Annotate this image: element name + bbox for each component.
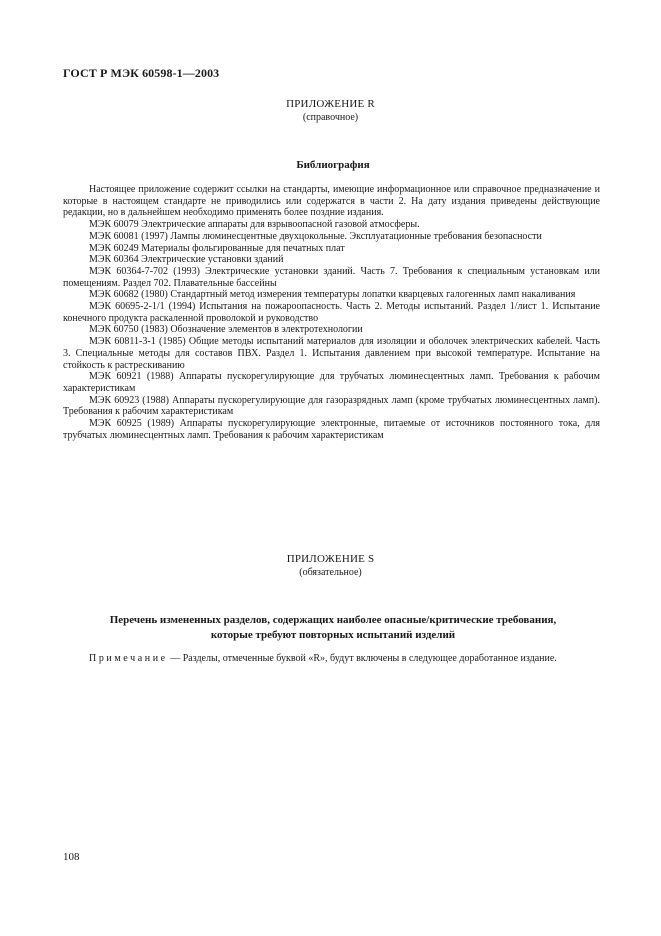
note-paragraph	[63, 653, 600, 665]
note-label: Примечание	[89, 653, 168, 664]
bibliography-entry: МЭК 60364 Электрические установки зданий	[89, 254, 284, 266]
document-code-header: ГОСТ Р МЭК 60598-1—2003	[63, 66, 220, 80]
bibliography-entry: МЭК 60923 (1988) Аппараты пускорегулирующие для газоразрядных ламп (кроме трубчатых люминесцентных ламп). Требования к рабочим характеристикам	[63, 394, 600, 418]
note-text: — Разделы, отмеченные буквой «R», будут включены в следующее доработанное издание.	[167, 653, 557, 664]
changed-sections-title-line2: которые требуют повторных испытаний изделий	[210, 629, 456, 641]
bibliography-entry: МЭК 60921 (1988) Аппараты пускорегулирующие для трубчатых люминесцентных ламп. Требования к рабочим характеристикам	[63, 371, 600, 394]
annex-s-note	[63, 653, 600, 665]
bibliography-title: Библиография	[296, 159, 370, 171]
annex-r-status: (справочное)	[302, 112, 359, 123]
bibliography-entry: МЭК 60081 (1997) Лампы люминесцентные двухцокольные. Эксплуатационные требования безопасности	[89, 230, 542, 242]
bibliography-entry: МЭК 60249 Материалы фольгированные для печатных плат	[89, 242, 345, 254]
annex-s-title: ПРИЛОЖЕНИЕ S	[286, 553, 375, 565]
bibliography-entry: МЭК 60811-3-1 (1985) Общие методы испытаний материалов для изоляции и оболочек электрических кабелей. Часть 3. Специальные методы для составов ПВХ. Раздел 1. Испытания давлением при высокой температуре. Испытание на стойкость к растрескиванию	[63, 336, 600, 371]
bibliography-entry: МЭК 60750 (1983) Обозначение элементов в электротехнологии	[89, 324, 363, 336]
changed-sections-title	[63, 613, 603, 643]
page-number: 108	[63, 851, 80, 863]
bibliography-entry: МЭК 60682 (1980) Стандартный метод измерения температуры лопатки кварцевых галогенных ламп накаливания	[89, 289, 576, 301]
annex-s-status: (обязательное)	[299, 567, 362, 578]
bibliography-entry: МЭК 60079 Электрические аппараты для взрывоопасной газовой атмосферы.	[89, 219, 420, 231]
changed-sections-title-line1: Перечень измененных разделов, содержащих наиболее опасные/критические требования,	[109, 614, 557, 626]
bibliography-body	[63, 184, 600, 441]
bibliography-entry: МЭК 60925 (1989) Аппараты пускорегулирующие электронные, питаемые от источников постоянного тока, для трубчатых люминесцентных ламп. Требования к рабочим характеристикам	[63, 418, 600, 441]
bibliography-entry: МЭК 60695-2-1/1 (1994) Испытания на пожароопасность. Часть 2. Методы испытаний. Раздел 1/лист 1. Испытание конечного продукта раскаленной проволокой и руководство	[63, 301, 600, 324]
bibliography-entry: МЭК 60364-7-702 (1993) Электрические установки зданий. Часть 7. Требования к специальным установкам или помещениям. Раздел 702. Плавательные бассейны	[63, 265, 600, 289]
bibliography-intro: Настоящее приложение содержит ссылки на стандарты, имеющие информационное или справочное предназначение и которые в настоящем стандарте не приводились или содержатся в части 2. На дату издания приведены действующие редакции, но в дальнейшем необходимо применять более поздние издания.	[63, 184, 600, 219]
annex-r-heading	[0, 98, 661, 124]
annex-s-heading	[0, 553, 661, 579]
annex-r-title: ПРИЛОЖЕНИЕ R	[286, 98, 375, 110]
